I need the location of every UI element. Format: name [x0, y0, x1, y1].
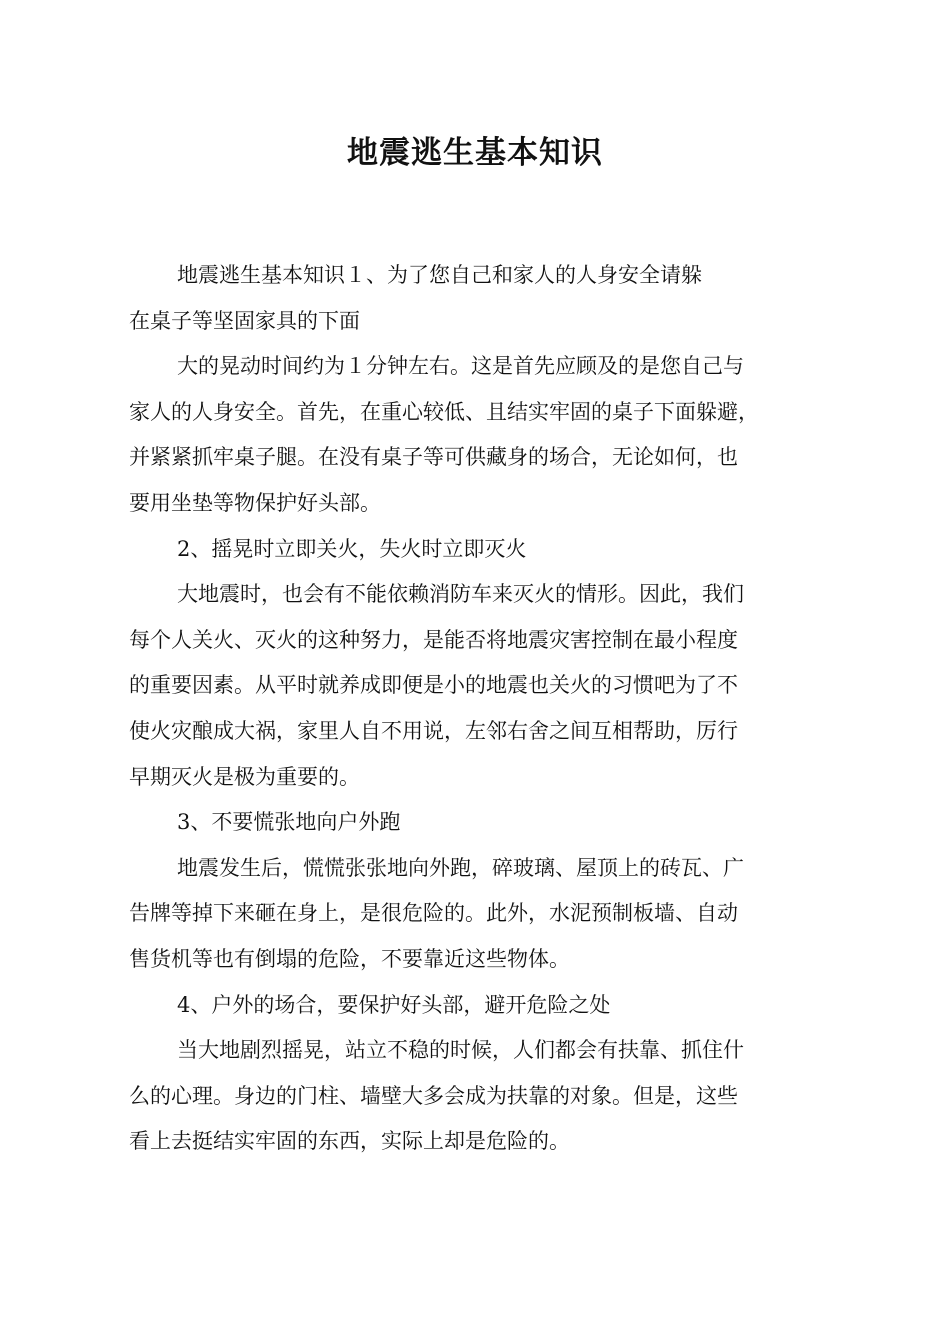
text-line: 告牌等掉下来砸在身上，是很危险的。此外，水泥预制板墙、自动: [129, 901, 738, 926]
text-line: 使火灾酿成大祸，家里人自不用说，左邻右舍之间互相帮助，厉行: [129, 718, 738, 743]
text-line: 并紧紧抓牢桌子腿。在没有桌子等可供藏身的场合，无论如何，也: [129, 445, 738, 470]
text-line: 要用坐垫等物保护好头部。: [129, 490, 381, 515]
text-line: 每个人关火、灭火的这种努力，是能否将地震灾害控制在最小程度: [129, 627, 738, 652]
text-line: 家人的人身安全。首先，在重心较低、且结实牢固的桌子下面躲避，: [129, 399, 759, 424]
text-line: 的重要因素。从平时就养成即便是小的地震也关火的习惯吧为了不: [129, 673, 738, 698]
document-body: [129, 253, 829, 1165]
text-line: 在桌子等坚固家具的下面: [129, 308, 360, 333]
text-line: 大地震时，也会有不能依赖消防车来灭火的情形。因此，我们: [177, 582, 744, 607]
text-line: 售货机等也有倒塌的危险，不要靠近这些物体。: [129, 946, 570, 971]
text-line: 3、不要慌张地向户外跑: [177, 810, 401, 835]
text-line: 大的晃动时间约为１分钟左右。这是首先应顾及的是您自己与: [177, 354, 744, 379]
text-line: 当大地剧烈摇晃，站立不稳的时候，人们都会有扶靠、抓住什: [177, 1038, 744, 1063]
text-line: 4、户外的场合，要保护好头部，避开危险之处: [177, 992, 611, 1017]
text-line: 地震逃生基本知识１、为了您自己和家人的人身安全请躲: [177, 263, 702, 287]
text-line: 么的心理。身边的门柱、墙壁大多会成为扶靠的对象。但是，这些: [129, 1083, 738, 1108]
text-line: 早期灭火是极为重要的。: [129, 764, 360, 789]
text-line: 2、摇晃时立即关火，失火时立即灭火: [177, 536, 527, 561]
text-line: 地震发生后，慌慌张张地向外跑，碎玻璃、屋顶上的砖瓦、广: [177, 855, 744, 880]
text-line: 看上去挺结实牢固的东西，实际上却是危险的。: [129, 1129, 570, 1154]
document-title: 地震逃生基本知识: [347, 135, 603, 171]
